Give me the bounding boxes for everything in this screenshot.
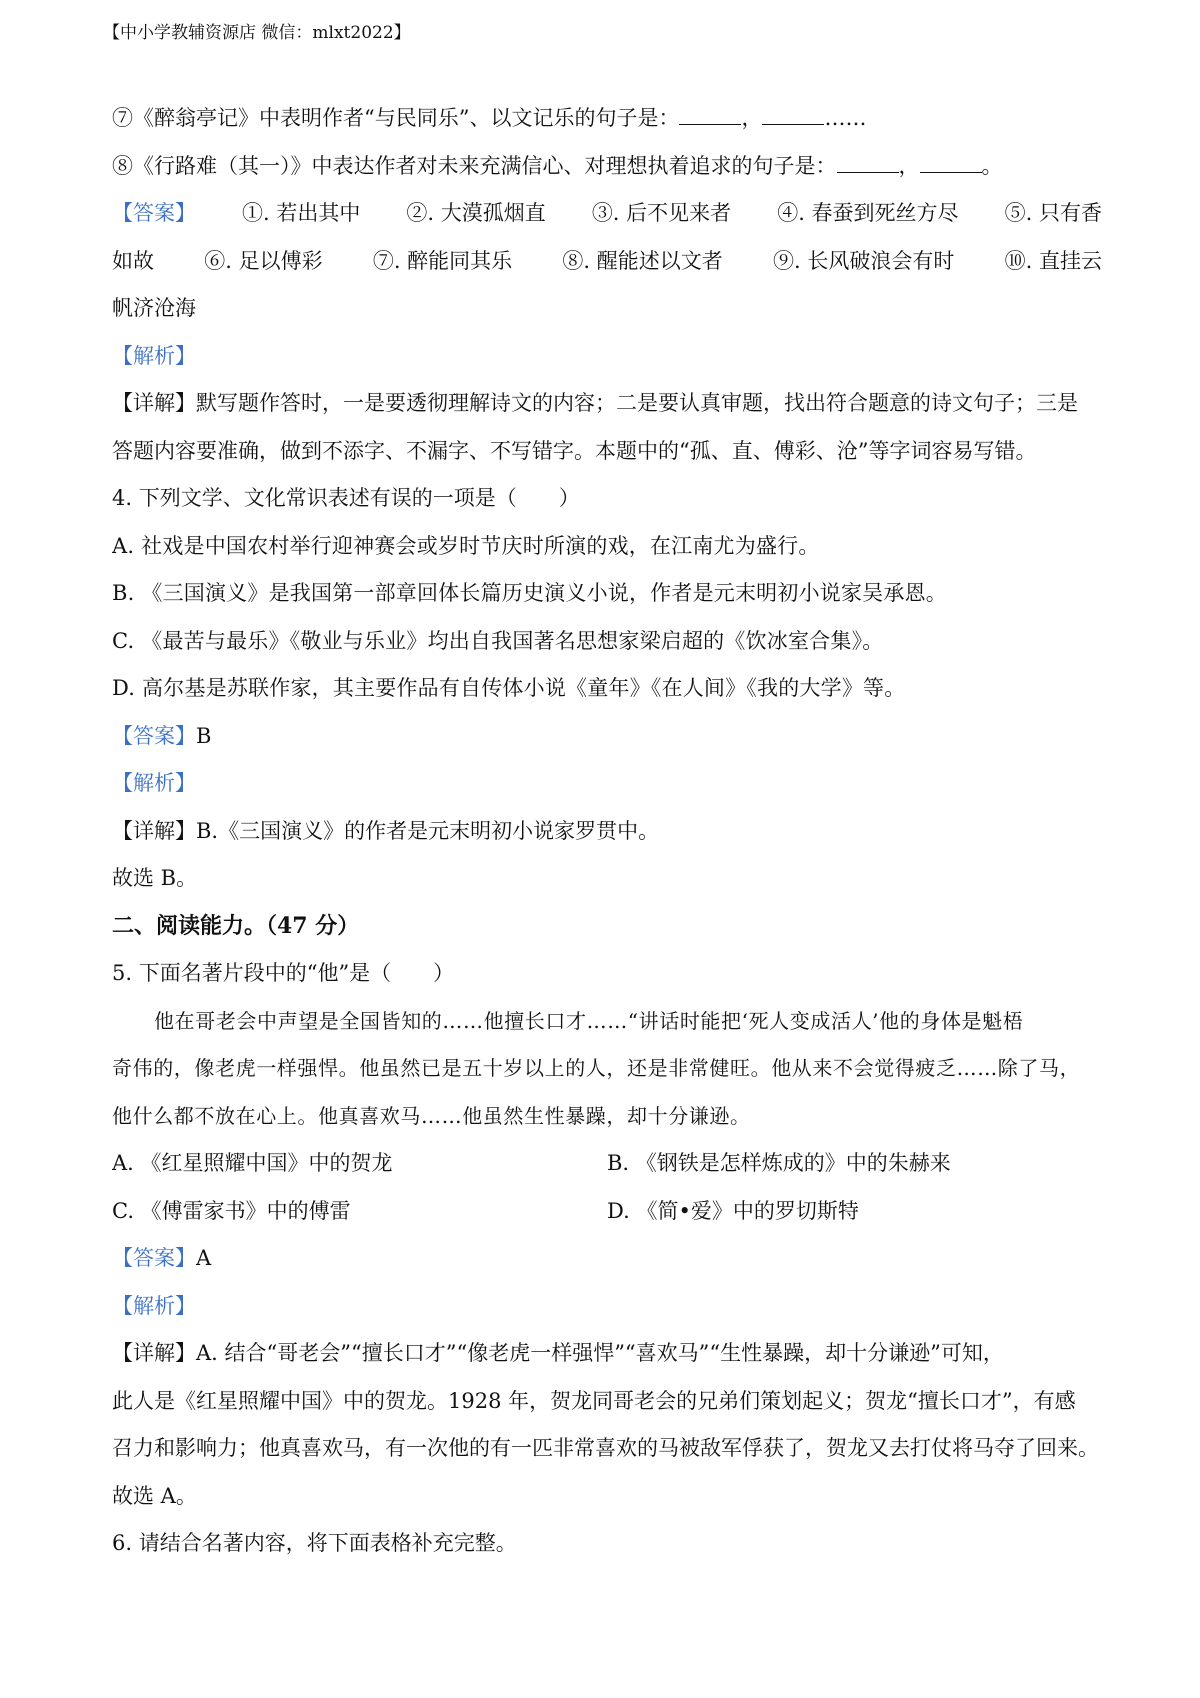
- q5-passage-line: 他在哥老会中声望是全国皆知的……他擅长口才……“讲话时能把‘死人变成活人’他的身体是魁梧: [154, 1008, 1024, 1033]
- q5-conclusion: 故选 A。: [112, 1483, 197, 1508]
- q3-answer-line-2: [112, 238, 1102, 286]
- analysis-tag: 【解析】: [112, 343, 196, 368]
- answer-item: ⑥. 足以傅彩: [204, 248, 323, 273]
- q4-option-d: D. 高尔基是苏联作家，其主要作品有自传体小说《童年》《在人间》《我的大学》等。: [112, 676, 906, 700]
- header-watermark: 【中小学教辅资源店 微信：mlxt2022】: [103, 23, 411, 43]
- q5-options-row-2: [112, 1188, 1102, 1236]
- detail-tag: 【详解】: [112, 391, 196, 415]
- detail-tag: 【详解】: [112, 1341, 196, 1365]
- answer-item: ⑩. 直挂云: [1004, 248, 1102, 273]
- q4-option-c: C. 《最苦与最乐》《敬业与乐业》均出自我国著名思想家梁启超的《饮冰室合集》。: [112, 628, 884, 653]
- q5-detail-line-3: 召力和影响力；他真喜欢马，有一次他的有一匹非常喜欢的马被敌军俘获了，贺龙又去打仗将马夺了回来。: [112, 1436, 1099, 1460]
- q3-detail-line-1: 【详解】默写题作答时，一是要透彻理解诗文的内容；二是要认真审题，找出符合题意的诗文句子；三是: [112, 391, 1078, 415]
- answer-blank: [837, 154, 899, 173]
- answer-blank: [762, 106, 824, 125]
- answer-blank: [679, 106, 741, 125]
- q4-detail: 【详解】B.《三国演义》的作者是元末明初小说家罗贯中。: [112, 818, 660, 843]
- answer-item: ⑤. 只有香: [1004, 201, 1102, 225]
- q4-stem: 4. 下列文学、文化常识表述有误的一项是（ ）: [112, 486, 580, 510]
- q3-item-7: ⑦《醉翁亭记》中表明作者“与民同乐”、以文记乐的句子是： ， ……: [112, 106, 867, 130]
- answer-item: ①. 若出其中: [242, 201, 361, 225]
- answer-blank: [920, 154, 982, 173]
- q4-conclusion: 故选 B。: [112, 866, 198, 890]
- q5-option-b: B. 《钢铁是怎样炼成的》中的朱赫来: [607, 1151, 951, 1175]
- q3-answer-line-3: 帆济沧海: [112, 296, 196, 320]
- q3-answer-line-1: [112, 190, 1102, 238]
- answer-value: A: [196, 1246, 212, 1270]
- answer-item: 如故: [112, 248, 154, 273]
- answer-item: ②. 大漠孤烟直: [406, 201, 546, 225]
- q4-option-a: A. 社戏是中国农村举行迎神赛会或岁时节庆时所演的戏，在江南尤为盛行。: [112, 533, 820, 558]
- q5-option-d: D. 《简•爱》中的罗切斯特: [607, 1198, 859, 1223]
- answer-item: ⑧. 醒能述以文者: [562, 248, 723, 273]
- answer-value: B: [196, 723, 212, 748]
- content-body: [112, 95, 1102, 1568]
- answer-tag: 【答案】: [112, 201, 196, 225]
- answer-item: ⑦. 醉能同其乐: [372, 248, 513, 273]
- q5-passage-line: 奇伟的，像老虎一样强悍。他虽然已是五十岁以上的人，还是非常健旺。他从来不会觉得疲乏……除了马，: [112, 1056, 1081, 1080]
- q5-stem: 5. 下面名著片段中的“他”是（ ）: [112, 961, 455, 985]
- answer-item: ③. 后不见来者: [591, 201, 732, 225]
- q5-answer: [112, 1235, 1102, 1283]
- q5-option-a: A. 《红星照耀中国》中的贺龙: [112, 1151, 393, 1175]
- q4-answer: [112, 713, 1102, 761]
- q3-detail-line-2: 答题内容要准确，做到不添字、不漏字、不写错字。本题中的“孤、直、傅彩、沧”等字词容易写错。: [112, 438, 1037, 463]
- answer-item: ④. 春蚕到死丝方尽: [777, 201, 959, 225]
- q4-option-b: B. 《三国演义》是我国第一部章回体长篇历史演义小说，作者是元末明初小说家吴承恩。: [112, 581, 947, 605]
- q5-passage-line: 他什么都不放在心上。他真喜欢马……他虽然生性暴躁，却十分谦逊。: [112, 1103, 751, 1128]
- analysis-tag: 【解析】: [112, 771, 196, 795]
- q3-item-8: ⑧《行路难（其一）》中表达作者对未来充满信心、对理想执着追求的句子是： ， 。: [112, 153, 1003, 178]
- answer-tag: 【答案】: [112, 1246, 196, 1270]
- q5-detail-line-2: 此人是《红星照耀中国》中的贺龙。1928 年，贺龙同哥老会的兄弟们策划起义；贺龙“擅长口才”，有感: [112, 1388, 1076, 1413]
- q5-detail-line-1: 【详解】A. 结合“哥老会”“擅长口才”“像老虎一样强悍”“喜欢马”“生性暴躁，却十分谦逊”可知，: [112, 1341, 1004, 1365]
- section-title: 二、阅读能力。（47 分）: [112, 912, 360, 939]
- detail-tag: 【详解】: [112, 818, 196, 843]
- answer-item: ⑨. 长风破浪会有时: [773, 248, 955, 273]
- q6-stem: 6. 请结合名著内容，将下面表格补充完整。: [112, 1531, 517, 1555]
- answer-tag: 【答案】: [112, 723, 196, 748]
- q5-options-row-1: [112, 1140, 1102, 1188]
- analysis-tag: 【解析】: [112, 1293, 196, 1318]
- q5-option-c: C. 《傅雷家书》中的傅雷: [112, 1198, 351, 1223]
